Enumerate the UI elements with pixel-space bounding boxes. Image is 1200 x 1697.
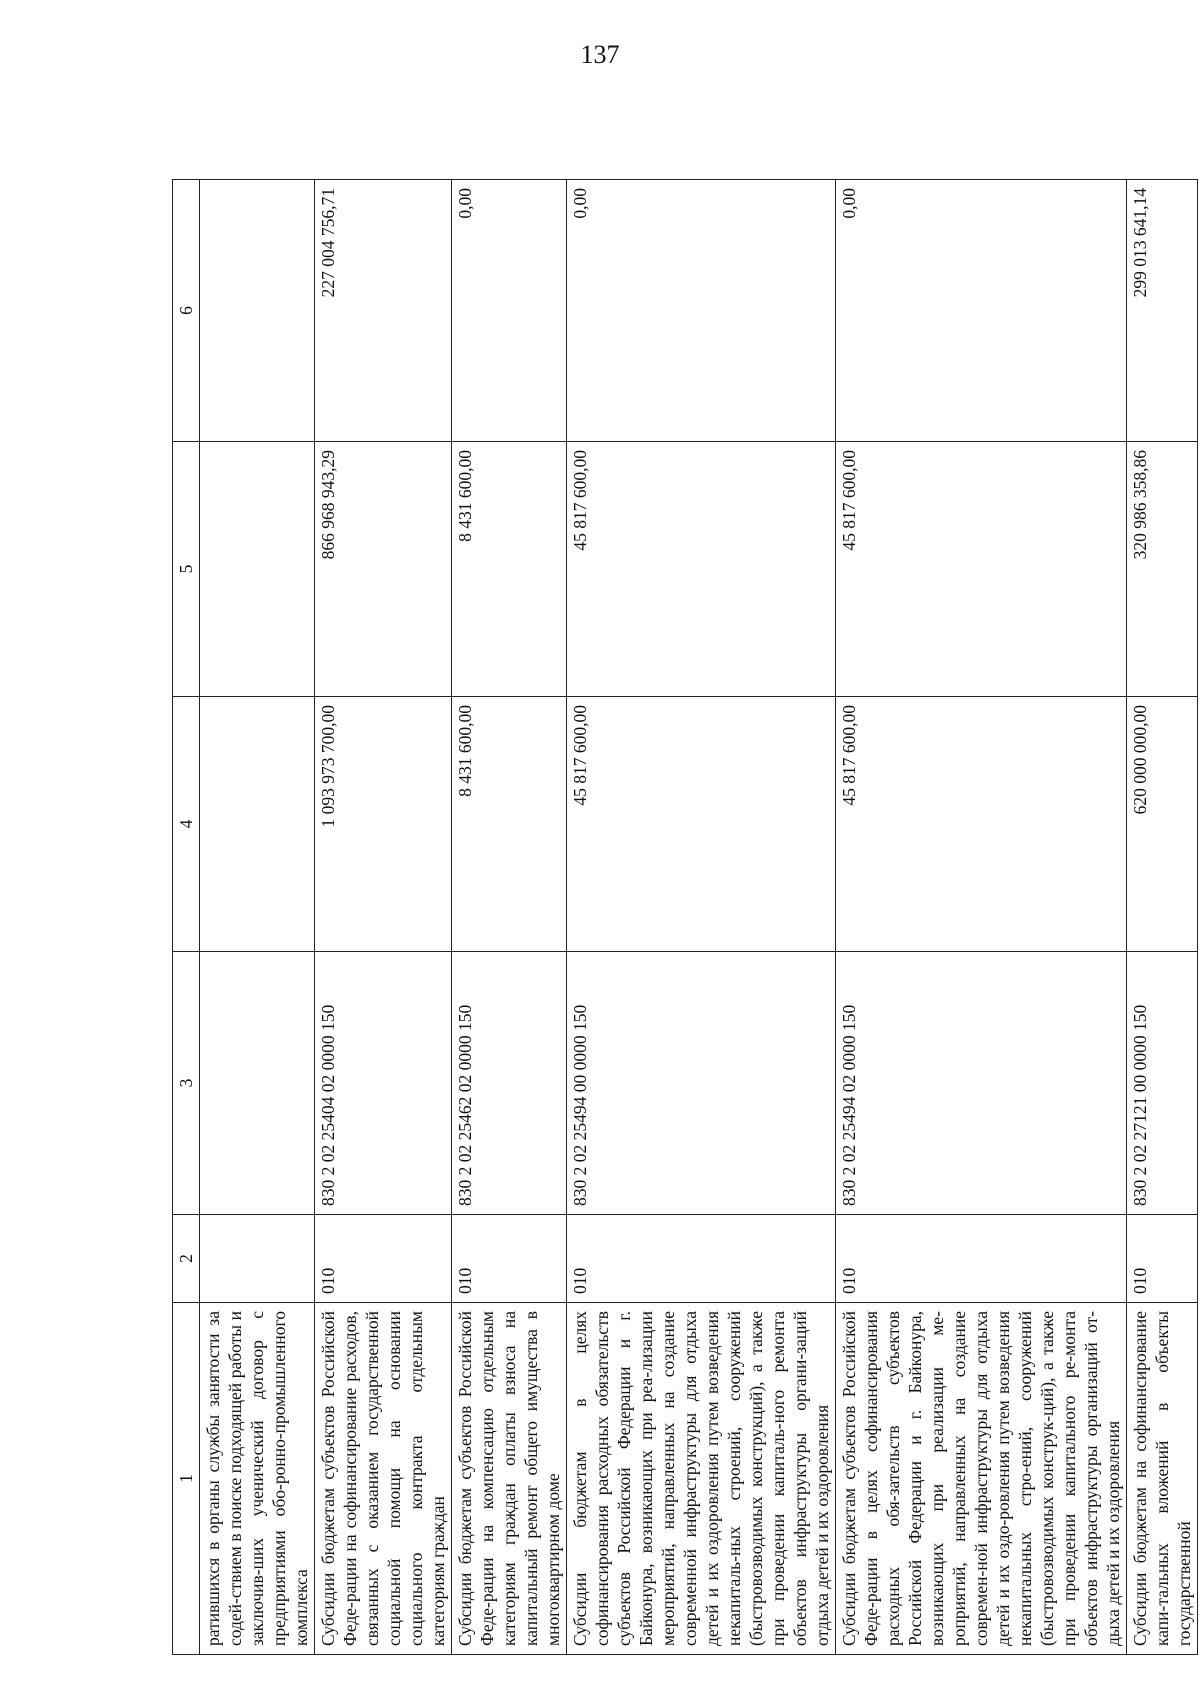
header-row (173, 180, 200, 1655)
amount-cell (200, 180, 315, 442)
description-cell: Субсидии бюджетам субъектов Российской Феде-рации на компенсацию отдельным категориям граждан оплаты взноса на капитальный ремонт общего имущества в многоквартирном доме (452, 1303, 567, 1655)
page-number: 137 (580, 40, 620, 69)
code-cell: 830 2 02 25404 02 0000 150 (315, 952, 452, 1215)
amount-cell (200, 442, 315, 697)
rotated-table-container (172, 180, 1194, 1655)
description-cell: ратившихся в органы службы занятости за содей-ствием в поиске подходящей работы и заключив-ших ученический договор с предприятиями обо-ронно-промышленного комплекса (200, 1303, 315, 1655)
budget-table (172, 179, 1198, 1655)
table-row (200, 180, 315, 1655)
amount-cell: 620 000 000,00 (1127, 697, 1198, 952)
amount-cell: 227 004 756,71 (315, 180, 452, 442)
amount-cell: 45 817 600,00 (567, 697, 836, 952)
group-cell: 010 (567, 1215, 836, 1303)
group-cell: 010 (1127, 1215, 1198, 1303)
header-cell: 2 (173, 1215, 200, 1303)
amount-cell: 320 986 358,86 (1127, 442, 1198, 697)
amount-cell: 45 817 600,00 (836, 442, 1127, 697)
amount-cell: 8 431 600,00 (452, 442, 567, 697)
code-cell: 830 2 02 25462 02 0000 150 (452, 952, 567, 1215)
amount-cell: 0,00 (836, 180, 1127, 442)
table-row (1127, 180, 1198, 1655)
code-cell: 830 2 02 25494 02 0000 150 (836, 952, 1127, 1215)
group-cell (200, 1215, 315, 1303)
amount-cell: 45 817 600,00 (567, 442, 836, 697)
code-cell: 830 2 02 25494 00 0000 150 (567, 952, 836, 1215)
code-cell (200, 952, 315, 1215)
table-row (315, 180, 452, 1655)
code-cell: 830 2 02 27121 00 0000 150 (1127, 952, 1198, 1215)
header-cell: 6 (173, 180, 200, 442)
amount-cell (200, 697, 315, 952)
amount-cell: 1 093 973 700,00 (315, 697, 452, 952)
description-cell: Субсидии бюджетам субъектов Российской Феде-рации на софинансирование расходов, связанных с оказанием государственной социальной помощи на основании социального контракта отдельным категориям граждан (315, 1303, 452, 1655)
header-cell: 4 (173, 697, 200, 952)
amount-cell: 0,00 (452, 180, 567, 442)
description-cell: Субсидии бюджетам на софинансирование капи-тальных вложений в объекты государственной (1127, 1303, 1198, 1655)
header-cell: 3 (173, 952, 200, 1215)
description-cell: Субсидии бюджетам в целях софинансирования расходных обязательств субъектов Российской Федерации и г. Байконура, возникающих при реа-лизации мероприятий, направленных на создание современной инфраструктуры для отдыха детей и их оздоровления путем возведения некапиталь-ных строений, сооружений (быстровозводимых конструкций), а также при проведении капиталь-ного ремонта объектов инфраструктуры органи-заций отдыха детей и их оздоровления (567, 1303, 836, 1655)
header-cell: 1 (173, 1303, 200, 1655)
amount-cell: 866 968 943,29 (315, 442, 452, 697)
table-row (452, 180, 567, 1655)
description-cell: Субсидии бюджетам субъектов Российской Феде-рации в целях софинансирования расходных обя-зательств субъектов Российской Федерации и г. Байконура, возникающих при реализации ме-роприятий, направленных на создание современ-ной инфраструктуры для отдыха детей и их оздо-ровления путем возведения некапитальных стро-ений, сооружений (быстровозводимых конструк-ций), а также при проведении капитального ре-монта объектов инфраструктуры организаций от-дыха детей и их оздоровления (836, 1303, 1127, 1655)
group-cell: 010 (315, 1215, 452, 1303)
amount-cell: 0,00 (567, 180, 836, 442)
amount-cell: 8 431 600,00 (452, 697, 567, 952)
group-cell: 010 (452, 1215, 567, 1303)
amount-cell: 45 817 600,00 (836, 697, 1127, 952)
amount-cell: 299 013 641,14 (1127, 180, 1198, 442)
group-cell: 010 (836, 1215, 1127, 1303)
table-row (836, 180, 1127, 1655)
header-cell: 5 (173, 442, 200, 697)
table-row (567, 180, 836, 1655)
